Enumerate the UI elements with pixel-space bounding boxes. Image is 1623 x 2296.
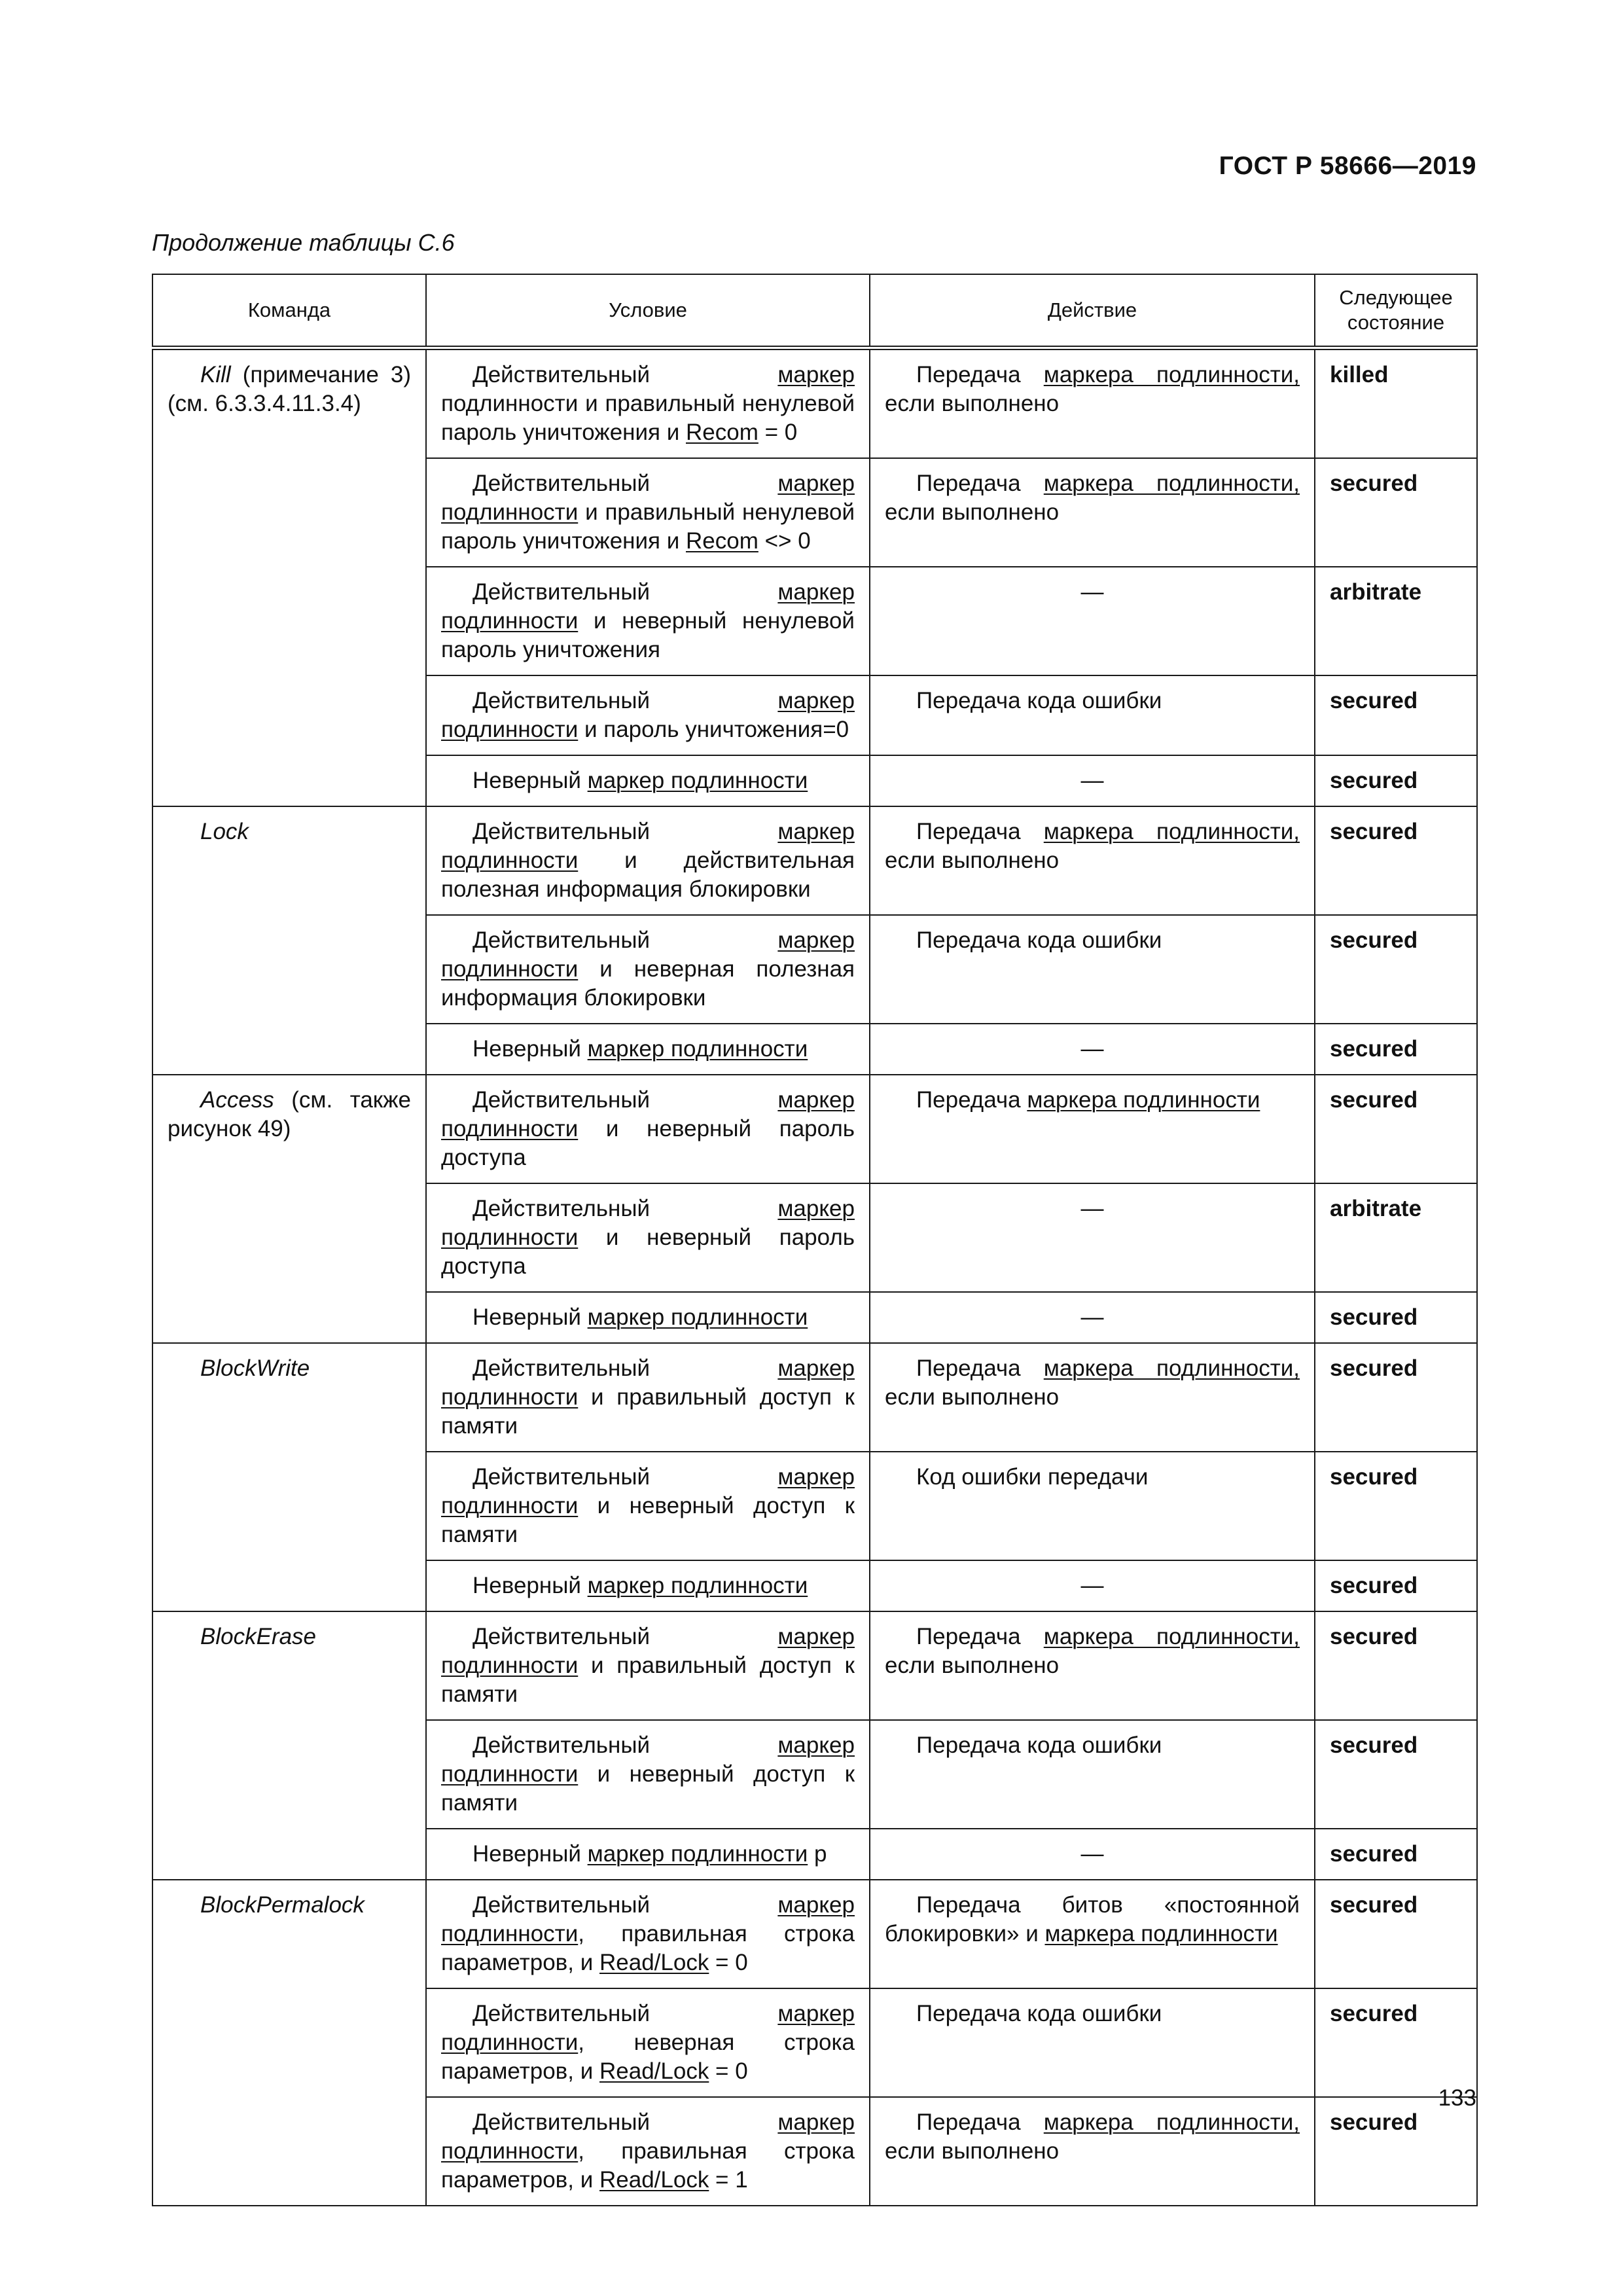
action-cell: [870, 1343, 1315, 1452]
command-line: [168, 1891, 411, 1920]
action-text: если выполнено: [885, 1384, 1060, 1410]
action-text: Передача: [916, 1624, 1044, 1649]
condition-underlined-term: маркер подлинности: [587, 768, 808, 793]
condition-text: и неверный пароль доступа: [441, 1225, 855, 1279]
action-text: [885, 361, 1300, 418]
next-state-cell: secured: [1315, 1452, 1477, 1560]
action-cell: [870, 1452, 1315, 1560]
condition-cell: [426, 1880, 870, 1988]
condition-text: Действительный: [473, 471, 778, 496]
condition-text: [441, 926, 855, 1013]
condition-cell: [426, 458, 870, 567]
condition-underlined-term: Recom: [686, 420, 758, 445]
condition-text: [441, 361, 855, 447]
command-note: (примечание 3) (см. 6.3.3.4.11.3.4): [168, 362, 411, 416]
next-state-cell: secured: [1315, 755, 1477, 806]
next-state-cell: secured: [1315, 2097, 1477, 2206]
condition-underlined-term: маркер подлинности: [441, 1087, 855, 1141]
action-dash: —: [1080, 1841, 1104, 1867]
condition-text: Неверный: [473, 1573, 588, 1598]
action-text: [885, 1463, 1300, 1492]
next-state-cell: secured: [1315, 1560, 1477, 1611]
action-underlined-term: маркера подлинности,: [1043, 1355, 1300, 1381]
condition-text: Неверный: [473, 1841, 588, 1867]
condition-text: [441, 1354, 855, 1441]
next-state-cell: secured: [1315, 1829, 1477, 1880]
action-cell: [870, 1075, 1315, 1183]
action-cell: [870, 348, 1315, 459]
condition-text: [441, 817, 855, 904]
condition-cell: [426, 915, 870, 1024]
next-state-cell: secured: [1315, 1988, 1477, 2097]
action-text: Передача: [916, 819, 1044, 844]
action-cell: [870, 1024, 1315, 1075]
action-cell: [870, 675, 1315, 755]
command-name: Access: [200, 1087, 274, 1113]
condition-text: р: [808, 1841, 827, 1867]
action-text: [885, 817, 1300, 875]
action-cell: [870, 755, 1315, 806]
condition-text: [441, 1194, 855, 1281]
condition-text: [441, 766, 855, 795]
condition-text: Действительный: [473, 1624, 778, 1649]
condition-text: , неверная строка параметров, и: [441, 2030, 855, 2084]
action-cell: [870, 1292, 1315, 1343]
action-text: Код ошибки передачи: [916, 1464, 1149, 1490]
condition-underlined-term: маркер подлинности: [441, 2001, 855, 2055]
condition-text: = 0: [709, 2058, 748, 2084]
condition-text: Действительный: [473, 2001, 778, 2026]
condition-text: , правильная строка параметров, и: [441, 2138, 855, 2193]
table-row: [152, 1880, 1477, 1988]
action-underlined-term: маркера подлинности: [1027, 1087, 1260, 1113]
condition-cell: [426, 1343, 870, 1452]
action-text: Передача: [916, 362, 1044, 387]
action-text: Передача: [916, 1355, 1044, 1381]
action-text: если выполнено: [885, 391, 1060, 416]
command-line: [168, 1354, 411, 1383]
action-underlined-term: маркера подлинности,: [1043, 471, 1300, 496]
condition-text: [441, 2000, 855, 2086]
next-state-cell: secured: [1315, 1024, 1477, 1075]
action-text: [885, 2000, 1300, 2028]
condition-underlined-term: маркер подлинности: [441, 1732, 855, 1787]
table-caption: Продолжение таблицы С.6: [152, 229, 455, 256]
condition-text: Действительный: [473, 1732, 778, 1758]
condition-text: Неверный: [473, 1304, 588, 1330]
command-line: [168, 361, 411, 418]
condition-text: Действительный: [473, 1355, 778, 1381]
action-underlined-term: маркера подлинности: [1044, 1921, 1278, 1946]
table-row: [152, 1611, 1477, 1720]
command-cell: [152, 1075, 426, 1343]
condition-cell: [426, 1183, 870, 1292]
condition-cell: [426, 567, 870, 675]
table-row: [152, 1343, 1477, 1452]
action-text: [885, 1891, 1300, 1948]
action-cell: [870, 1560, 1315, 1611]
command-name: Kill: [200, 362, 231, 387]
condition-underlined-term: маркер: [777, 362, 855, 387]
condition-text: Действительный: [473, 1464, 778, 1490]
action-text: Передача кода ошибки: [916, 927, 1162, 953]
next-state-cell: secured: [1315, 1343, 1477, 1452]
condition-underlined-term: маркер подлинности: [441, 1196, 855, 1250]
table-row: [152, 348, 1477, 459]
command-name: BlockWrite: [200, 1355, 310, 1381]
condition-text: подлинности и правильный ненулевой пароль уничтожения и: [441, 391, 855, 445]
action-text: [885, 1623, 1300, 1680]
condition-cell: [426, 1829, 870, 1880]
action-cell: [870, 458, 1315, 567]
action-underlined-term: маркера подлинности,: [1043, 362, 1300, 387]
condition-text: , правильная строка параметров, и: [441, 1921, 855, 1975]
condition-cell: [426, 1988, 870, 2097]
action-dash: —: [1080, 579, 1104, 605]
condition-cell: [426, 1292, 870, 1343]
action-text: [885, 687, 1300, 715]
condition-text: Действительный: [473, 362, 778, 387]
action-cell: [870, 1988, 1315, 2097]
action-text: если выполнено: [885, 499, 1060, 525]
action-cell: [870, 2097, 1315, 2206]
condition-text: Действительный: [473, 579, 778, 605]
condition-text: [441, 1086, 855, 1172]
condition-text: [441, 469, 855, 556]
next-state-cell: secured: [1315, 1720, 1477, 1829]
action-text: [885, 1354, 1300, 1412]
condition-cell: [426, 1075, 870, 1183]
condition-text: = 0: [758, 420, 798, 445]
condition-underlined-term: маркер подлинности: [441, 1355, 855, 1410]
condition-text: [441, 687, 855, 744]
condition-cell: [426, 1720, 870, 1829]
command-line: [168, 1623, 411, 1651]
page-number: 133: [1438, 2085, 1476, 2111]
command-cell: [152, 1343, 426, 1611]
condition-underlined-term: Read/Lock: [599, 2167, 709, 2193]
table-body: [152, 348, 1477, 2206]
command-name: BlockPermalock: [200, 1892, 365, 1918]
next-state-cell: secured: [1315, 915, 1477, 1024]
action-cell: [870, 567, 1315, 675]
condition-text: = 0: [709, 1950, 748, 1975]
condition-underlined-term: Recom: [686, 528, 758, 554]
action-text: Передача битов «постоянной блокировки» и: [885, 1892, 1300, 1946]
action-text: [885, 926, 1300, 955]
action-cell: [870, 1829, 1315, 1880]
action-underlined-term: маркера подлинности,: [1043, 1624, 1300, 1649]
command-cell: [152, 1880, 426, 2206]
next-state-cell: secured: [1315, 1611, 1477, 1720]
condition-cell: [426, 1452, 870, 1560]
condition-cell: [426, 675, 870, 755]
condition-text: Действительный: [473, 1087, 778, 1113]
condition-text: Действительный: [473, 1196, 778, 1221]
action-text: [885, 469, 1300, 527]
condition-text: [441, 1303, 855, 1332]
condition-underlined-term: маркер подлинности: [441, 2109, 855, 2164]
next-state-cell: secured: [1315, 1880, 1477, 1988]
column-header-next-state: Следующее состояние: [1315, 274, 1477, 348]
action-text: Передача: [916, 471, 1044, 496]
condition-text: [441, 2108, 855, 2195]
condition-underlined-term: маркер подлинности: [441, 471, 855, 525]
condition-underlined-term: маркер подлинности: [587, 1841, 808, 1867]
condition-text: Действительный: [473, 1892, 778, 1918]
condition-cell: [426, 348, 870, 459]
condition-text: <> 0: [758, 528, 811, 554]
column-header-action: Действие: [870, 274, 1315, 348]
condition-text: [441, 1623, 855, 1709]
condition-text: и неверный ненулевой пароль уничтожения: [441, 608, 855, 662]
action-text: [885, 2108, 1300, 2166]
condition-text: и неверный доступ к памяти: [441, 1493, 855, 1547]
next-state-cell: arbitrate: [1315, 1183, 1477, 1292]
condition-text: [441, 578, 855, 664]
command-cell: [152, 348, 426, 807]
condition-cell: [426, 2097, 870, 2206]
condition-text: [441, 1731, 855, 1818]
action-text: Передача кода ошибки: [916, 688, 1162, 713]
condition-text: и правильный ненулевой пароль уничтожения и: [441, 499, 855, 554]
command-cell: [152, 806, 426, 1075]
condition-text: [441, 1571, 855, 1600]
condition-text: и правильный доступ к памяти: [441, 1384, 855, 1439]
action-text: если выполнено: [885, 848, 1060, 873]
action-dash: —: [1080, 1196, 1104, 1221]
condition-text: Действительный: [473, 927, 778, 953]
condition-underlined-term: маркер подлинности: [441, 819, 855, 873]
command-name: Lock: [200, 819, 249, 844]
condition-cell: [426, 1611, 870, 1720]
action-dash: —: [1080, 1573, 1104, 1598]
action-cell: [870, 1183, 1315, 1292]
action-text: [885, 1731, 1300, 1760]
condition-underlined-term: маркер подлинности: [441, 688, 855, 742]
action-text: Передача кода ошибки: [916, 2001, 1162, 2026]
condition-underlined-term: маркер подлинности: [441, 1624, 855, 1678]
command-note: (см. также рисунок 49): [168, 1087, 411, 1141]
condition-cell: [426, 755, 870, 806]
condition-text: и неверный доступ к памяти: [441, 1761, 855, 1816]
standard-designation: ГОСТ Р 58666—2019: [1219, 152, 1476, 180]
condition-underlined-term: маркер подлинности: [441, 1464, 855, 1518]
condition-underlined-term: Read/Lock: [599, 2058, 709, 2084]
table-row: [152, 1075, 1477, 1183]
condition-text: Действительный: [473, 2109, 778, 2135]
command-name: BlockErase: [200, 1624, 317, 1649]
condition-text: и неверный пароль доступа: [441, 1116, 855, 1170]
action-cell: [870, 1611, 1315, 1720]
condition-text: Действительный: [473, 688, 778, 713]
table-row: [152, 806, 1477, 915]
action-dash: —: [1080, 1304, 1104, 1330]
table-header-row: [152, 274, 1477, 348]
action-text: если выполнено: [885, 1653, 1060, 1678]
condition-underlined-term: маркер подлинности: [587, 1304, 808, 1330]
action-text: Передача кода ошибки: [916, 1732, 1162, 1758]
condition-underlined-term: маркер подлинности: [587, 1036, 808, 1062]
condition-underlined-term: маркер подлинности: [587, 1573, 808, 1598]
command-line: [168, 1086, 411, 1143]
condition-text: Действительный: [473, 819, 778, 844]
column-header-condition: Условие: [426, 274, 870, 348]
condition-text: и пароль уничтожения=0: [578, 717, 849, 742]
action-dash: —: [1080, 1036, 1104, 1062]
command-line: [168, 817, 411, 846]
action-cell: [870, 1880, 1315, 1988]
action-text: [885, 1086, 1300, 1115]
next-state-cell: arbitrate: [1315, 567, 1477, 675]
condition-cell: [426, 1560, 870, 1611]
action-underlined-term: маркера подлинности,: [1043, 2109, 1300, 2135]
condition-text: Неверный: [473, 768, 588, 793]
action-cell: [870, 1720, 1315, 1829]
condition-text: = 1: [709, 2167, 748, 2193]
action-text: Передача: [916, 2109, 1044, 2135]
action-cell: [870, 806, 1315, 915]
condition-text: и неверная полезная информация блокировки: [441, 956, 855, 1011]
action-text: Передача: [916, 1087, 1027, 1113]
next-state-cell: secured: [1315, 1292, 1477, 1343]
state-transition-table: [152, 274, 1478, 2206]
next-state-cell: secured: [1315, 806, 1477, 915]
condition-text: и правильный доступ к памяти: [441, 1653, 855, 1707]
next-state-cell: secured: [1315, 675, 1477, 755]
condition-underlined-term: маркер подлинности: [441, 927, 855, 982]
action-text: если выполнено: [885, 2138, 1060, 2164]
condition-text: [441, 1840, 855, 1869]
condition-text: [441, 1891, 855, 1977]
condition-cell: [426, 1024, 870, 1075]
condition-text: [441, 1463, 855, 1549]
condition-text: и действительная полезная информация блокировки: [441, 848, 855, 902]
action-dash: —: [1080, 768, 1104, 793]
action-cell: [870, 915, 1315, 1024]
condition-text: [441, 1035, 855, 1064]
next-state-cell: killed: [1315, 348, 1477, 459]
condition-underlined-term: Read/Lock: [599, 1950, 709, 1975]
action-underlined-term: маркера подлинности,: [1043, 819, 1300, 844]
next-state-cell: secured: [1315, 458, 1477, 567]
condition-cell: [426, 806, 870, 915]
command-cell: [152, 1611, 426, 1880]
condition-underlined-term: маркер подлинности: [441, 579, 855, 634]
condition-text: Неверный: [473, 1036, 588, 1062]
column-header-command: Команда: [152, 274, 426, 348]
next-state-cell: secured: [1315, 1075, 1477, 1183]
condition-underlined-term: маркер подлинности: [441, 1892, 855, 1946]
